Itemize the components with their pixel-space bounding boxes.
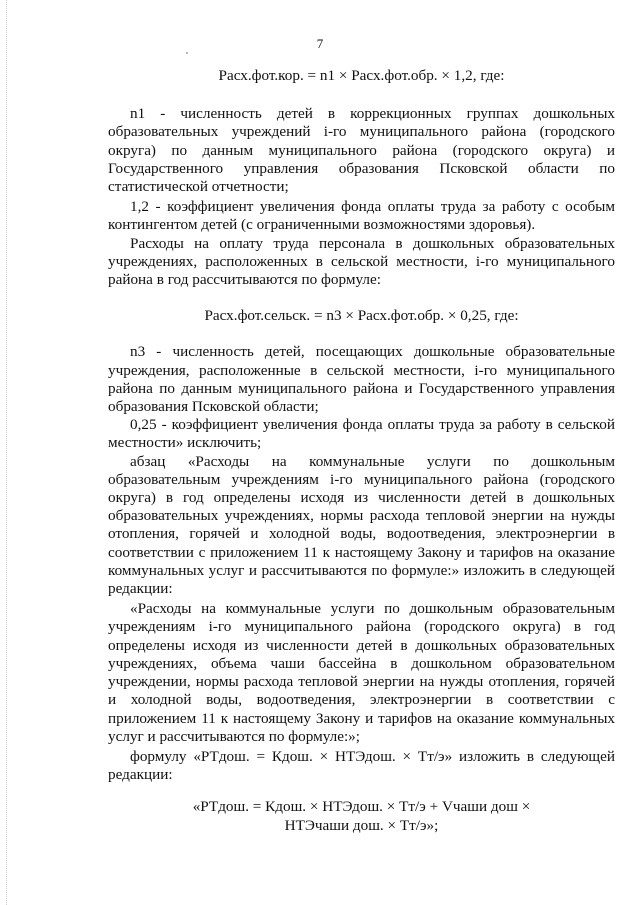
paragraph-utility-abzac: абзац «Расходы на коммунальные услуги по дошкольным образовательным учреждениям i-го муниципального района (городского округа) в год определены исходя из численности детей в дошкольных образовательных учреждениях, нормы расхода тепловой энергии на нужды отопления, горячей и холодной воды, водоотведения, электроэнергии в соответствии с приложением 11 к настоящему Закону и тарифов на оказание коммунальных услуг и рассчитываются по формуле:» изложить в следующей редакции:	[108, 452, 615, 598]
document-body	[108, 62, 615, 835]
paragraph-n1-definition: n1 - численность детей в коррекционных группах дошкольных образовательных учреждений i-го муниципального района (городского округа) по данным муниципального района (городского округа) и Государственного управления образования Псковской области по статистической отчетности;	[108, 105, 615, 196]
scan-edge	[6, 0, 8, 905]
paragraph-rural-staff-costs: Расходы на оплату труда персонала в дошкольных образовательных учреждениях, расположенных в сельской местности, i-го муниципального района в год рассчитываются по формуле:	[108, 234, 615, 289]
formula-rural: Расх.фот.сельск. = n3 × Расх.фот.обр. × 0,25, где:	[204, 307, 519, 325]
paragraph-utility-new-edition: «Расходы на коммунальные услуги по дошкольным образовательным учреждениям i-го муниципального района (городского округа) в год определены исходя из численности детей в дошкольных образовательных учреждениях, объема чаши бассейна в дошкольном образовательном учреждении, нормы расхода тепловой энергии на нужды отопления, горячей и холодной воды, водоотведения, электроэнергии в соответствии с приложением 11 к настоящему Закону и тарифов на оказание коммунальных услуг и рассчитываются по формуле:»;	[108, 600, 615, 745]
formula-correction: Расх.фот.кор. = n1 × Расх.фот.обр. × 1,2, где:	[218, 67, 505, 84]
paragraph-n3-definition: n3 - численность детей, посещающих дошкольные образовательные учреждения, расположенные в сельской местности, i-го муниципального района по данным муниципального района и Государственного управления образования Псковской области;	[108, 343, 615, 416]
scan-dot	[186, 52, 188, 54]
formula-utilities-line-1: «РТдош. = Кдош. × НТЭдош. × Тт/э + Vчаши дош ×	[192, 798, 531, 816]
formula-utilities-line-2: НТЭчаши дош. × Тт/э»;	[284, 816, 439, 834]
paragraph-coefficient-0-25: 0,25 - коэффициент увеличения фонда оплаты труда за работу в сельской местности» исключить;	[108, 416, 615, 452]
page-number: 7	[316, 36, 324, 51]
paragraph-formula-replace: формулу «РТдош. = Кдош. × НТЭдош. × Тт/э» изложить в следующей редакции:	[108, 747, 615, 784]
paragraph-coefficient-1-2: 1,2 - коэффициент увеличения фонда оплаты труда за работу с особым контингентом детей (с ограниченными возможностями здоровья).	[108, 198, 615, 234]
formula-utilities	[108, 798, 615, 834]
